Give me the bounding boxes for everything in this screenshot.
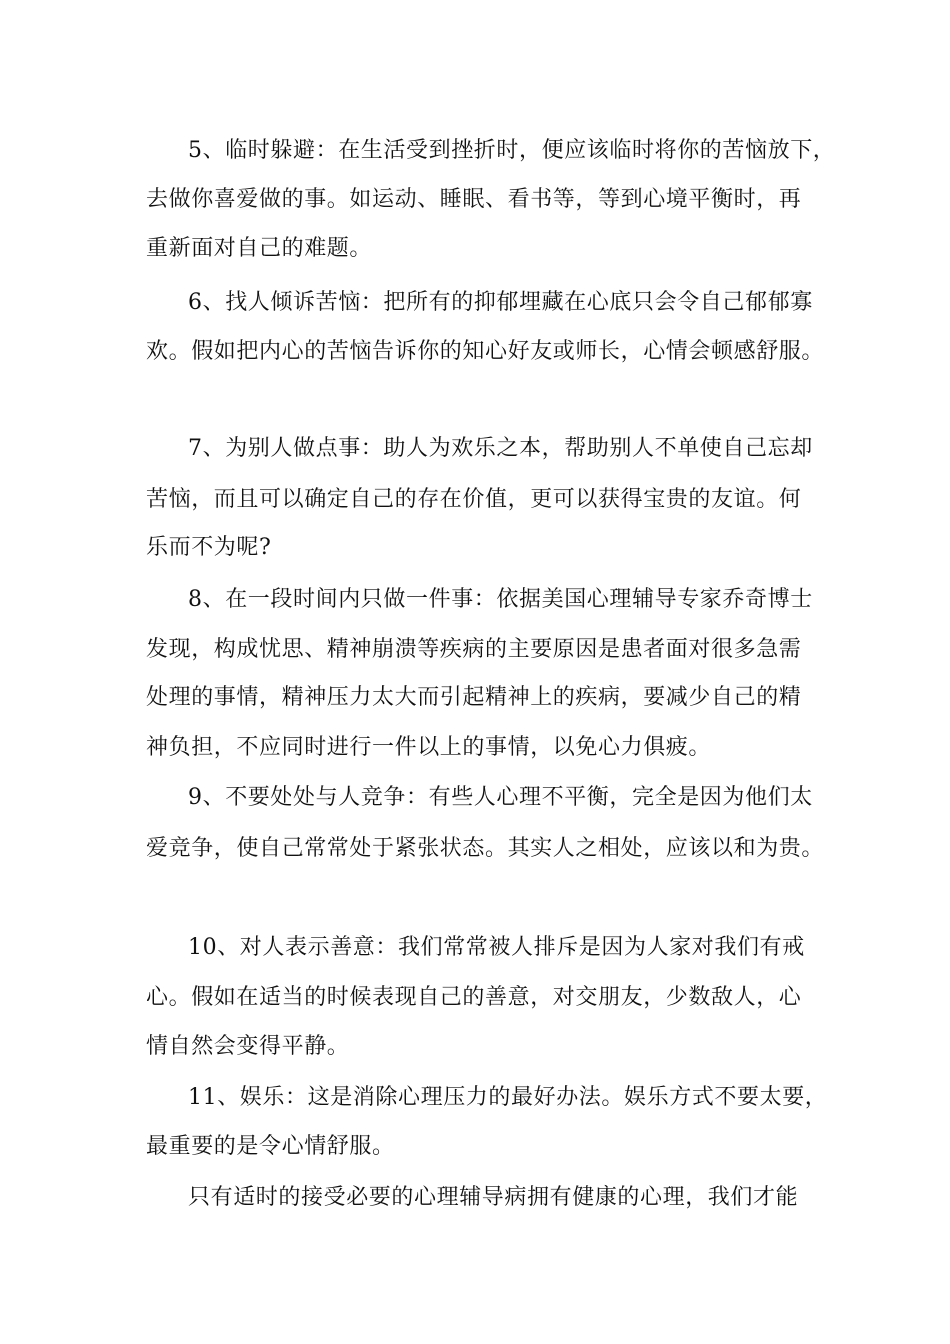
paragraph-7-line-1: 7、为别人做点事：助人为欢乐之本，帮助别人不单使自己忘却 — [188, 436, 813, 461]
paragraph-8-line-2: 发现，构成忧思、精神崩溃等疾病的主要原因是患者面对很多急需 — [146, 637, 802, 662]
paragraph-5-line-2: 去做你喜爱做的事。如运动、睡眠、看书等，等到心境平衡时，再 — [146, 187, 802, 212]
paragraph-6-line-2: 欢。假如把内心的苦恼告诉你的知心好友或师长，心情会顿感舒服。 — [146, 339, 825, 364]
paragraph-5-line-3: 重新面对自己的难题。 — [146, 236, 373, 261]
paragraph-7-line-2: 苦恼，而且可以确定自己的存在价值，更可以获得宝贵的友谊。何 — [146, 487, 802, 512]
paragraph-10-line-1: 10、对人表示善意：我们常常被人排斥是因为人家对我们有戒 — [188, 935, 805, 960]
paragraph-5-line-1: 5、临时躲避：在生活受到挫折时，便应该临时将你的苦恼放下， — [188, 138, 836, 163]
paragraph-8-line-3: 处理的事情，精神压力太大而引起精神上的疾病，要减少自己的精 — [146, 685, 802, 710]
paragraph-8-line-4: 神负担，不应同时进行一件以上的事情，以免心力俱疲。 — [146, 735, 712, 760]
paragraph-6-line-1: 6、找人倾诉苦恼：把所有的抑郁埋藏在心底只会令自己郁郁寡 — [188, 290, 813, 315]
paragraph-10-line-2: 心。假如在适当的时候表现自己的善意，对交朋友，少数敌人，心 — [146, 985, 802, 1010]
paragraph-9-line-2: 爱竞争，使自己常常处于紧张状态。其实人之相处，应该以和为贵。 — [146, 836, 825, 861]
paragraph-11-line-1: 11、娱乐：这是消除心理压力的最好办法。娱乐方式不要太要， — [188, 1085, 828, 1110]
paragraph-9-line-1: 9、不要处处与人竞争：有些人心理不平衡，完全是因为他们太 — [188, 785, 813, 810]
paragraph-10-line-3: 情自然会变得平静。 — [146, 1034, 350, 1059]
paragraph-7-line-3: 乐而不为呢? — [146, 535, 272, 560]
paragraph-8-line-1: 8、在一段时间内只做一件事：依据美国心理辅导专家乔奇博士 — [188, 587, 813, 612]
paragraph-12-line-1: 只有适时的接受必要的心理辅导病拥有健康的心理，我们才能 — [188, 1185, 799, 1210]
paragraph-11-line-2: 最重要的是令心情舒服。 — [146, 1134, 395, 1159]
